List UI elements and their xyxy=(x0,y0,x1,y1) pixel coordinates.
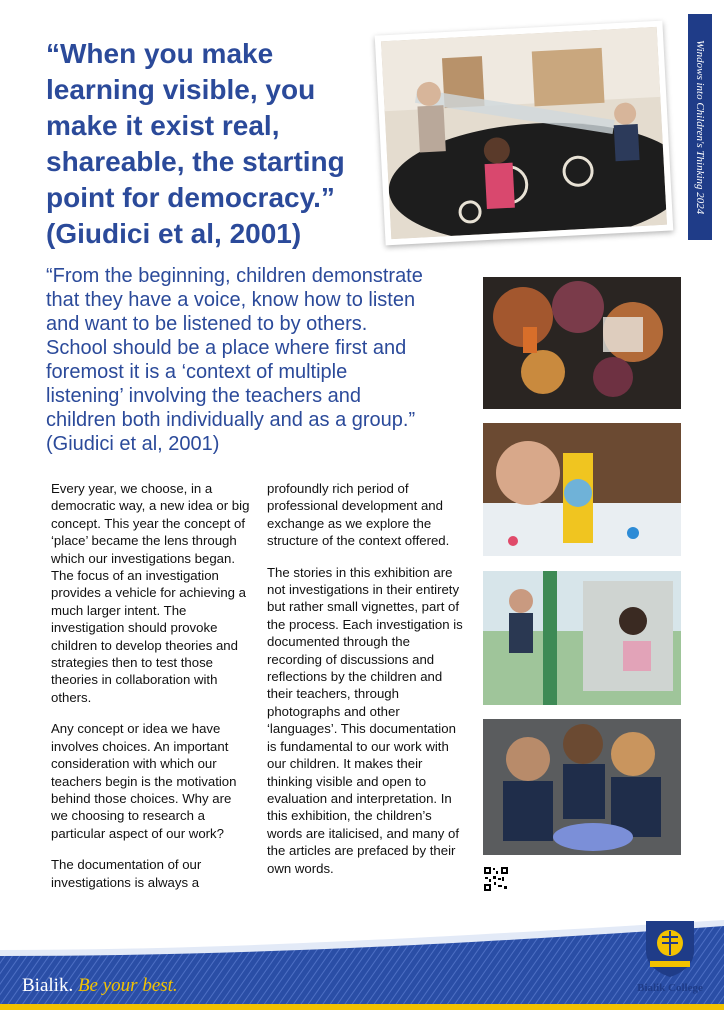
quote-line: that they have a voice, know how to listen xyxy=(46,289,416,311)
side-tab-text: Windows into Children's Thinking 2024 xyxy=(694,39,706,215)
quote-line: listening’ involving the teachers and xyxy=(46,385,362,407)
brand-name: Bialik. xyxy=(22,975,74,996)
photo-child-light-table xyxy=(483,423,681,556)
college-crest-icon xyxy=(640,917,700,979)
body-paragraph: profoundly rich period of professional development and exchange as we explore the structure of the context offered. xyxy=(267,481,450,549)
body-paragraph: The stories in this exhibition are not investigations in their entirety but rather small vignettes, part of the process. Each investigation is documented through the recording of discussions and reflections by the children and their teachers, through photographs and other ‘languages’. This documentation is fundamental to our work with our children. It makes their thinking visible and open to evaluation and interpretation. In this exhibition, the children’s words are italicised, and many of the articles are prefaced by their own words. xyxy=(267,564,463,876)
quote-line: children both individually and as a group.” xyxy=(46,409,416,431)
quote-line: and want to be listened to by others. xyxy=(46,313,368,335)
reggio-quote xyxy=(46,264,466,456)
body-paragraph: The documentation of our investigations is always a xyxy=(51,857,202,890)
body-paragraph: Any concept or idea we have involves choices. An important consideration with which our teachers begin is the motivation behind those choices. Why are we choosing to research a particular aspect of our work? xyxy=(51,721,237,841)
side-tab xyxy=(688,14,712,240)
headline-quote xyxy=(46,36,376,252)
headline-line: make it exist real, xyxy=(46,110,280,141)
brand-slogan: Be your best. xyxy=(77,975,178,996)
quote-line: “From the beginning, children demonstrate xyxy=(46,265,423,287)
body-column-1 xyxy=(51,480,251,905)
college-name: Bialik College xyxy=(637,982,703,994)
headline-line: shareable, the starting xyxy=(46,146,345,177)
headline-line: (Giudici et al, 2001) xyxy=(46,218,302,249)
body-column-2 xyxy=(267,480,467,891)
body-paragraph: Every year, we choose, in a democratic way, a new idea or big concept. This year the concept of ‘place’ became the lens through which our investigations began. The focus of an investigation provides a vehicle for achieving a much larger intent. The investigation should provoke children to develop theories and strategies then to test those theories in collaboration with others. xyxy=(51,481,250,705)
quote-line: foremost it is a ‘context of multiple xyxy=(46,361,348,383)
photo-children-playing xyxy=(375,21,674,246)
headline-line: “When you make xyxy=(46,38,274,69)
photo-playground-slide xyxy=(483,571,681,705)
qr-code[interactable] xyxy=(483,866,509,892)
photo-children-floor xyxy=(483,719,681,855)
photo-autumn-leaves xyxy=(483,277,681,409)
footer-tagline xyxy=(22,975,178,997)
headline-line: learning visible, you xyxy=(46,74,316,105)
headline-line: point for democracy.” xyxy=(46,182,335,213)
quote-line: School should be a place where first and xyxy=(46,337,407,359)
quote-line: (Giudici et al, 2001) xyxy=(46,433,220,455)
